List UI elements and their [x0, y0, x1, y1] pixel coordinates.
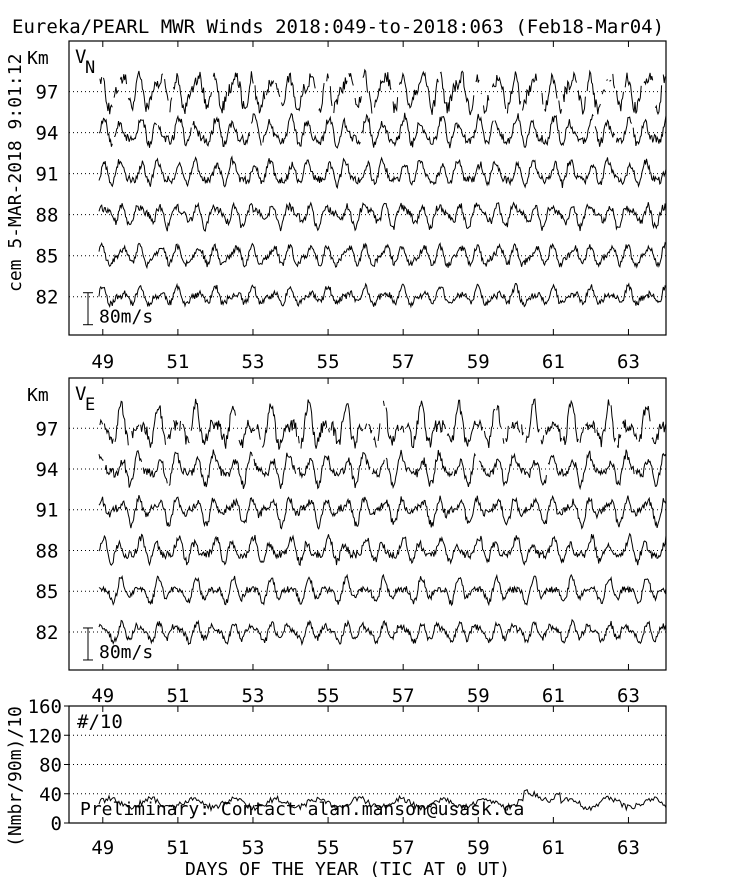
x-tick-label: 53 [241, 685, 265, 707]
wind-series-94km [99, 113, 666, 148]
wind-series-85km [99, 575, 666, 605]
panel-ve [27, 378, 666, 707]
y-axis-label: (Nmbr/90m)/10 [5, 706, 26, 847]
x-tick-label: 53 [241, 837, 265, 859]
y-tick-label: 82 [35, 286, 59, 309]
x-tick-label: 49 [91, 685, 115, 707]
x-tick-label: 59 [466, 837, 490, 859]
x-tick-label: 55 [316, 351, 340, 373]
panel-label: #/10 [77, 711, 123, 733]
y-tick-label: 120 [27, 725, 62, 748]
y-tick-label: 0 [50, 813, 62, 835]
x-tick-label: 55 [316, 837, 340, 859]
wind-series-85km [99, 243, 666, 268]
y-tick-label: 91 [35, 499, 59, 522]
panel-frame [69, 378, 666, 670]
wind-series-88km [99, 202, 666, 231]
x-tick-label: 61 [541, 837, 565, 859]
panel-label: V [75, 383, 87, 405]
x-tick-label: 53 [241, 351, 265, 373]
x-tick-label: 55 [316, 685, 340, 707]
y-tick-label: 94 [35, 458, 59, 481]
panel-label-subscript: E [85, 395, 96, 415]
wind-series-82km [99, 620, 666, 644]
panel-vn [27, 41, 666, 373]
y-unit-label: Km [27, 48, 49, 69]
y-tick-label: 97 [35, 81, 59, 104]
x-tick-label: 59 [466, 685, 490, 707]
y-unit-label: Km [27, 385, 49, 406]
x-tick-label: 57 [391, 837, 415, 859]
y-tick-label: 80 [39, 754, 62, 777]
y-tick-label: 88 [35, 204, 59, 227]
wind-series-88km [99, 534, 666, 565]
y-tick-label: 97 [35, 418, 59, 441]
x-tick-label: 63 [617, 837, 640, 859]
x-tick-label: 57 [391, 685, 415, 707]
wind-series-91km [99, 157, 666, 188]
wind-series-97km [100, 70, 665, 115]
x-tick-label: 61 [541, 351, 565, 373]
y-tick-label: 40 [39, 783, 62, 806]
wind-series-91km [99, 495, 666, 529]
x-tick-label: 59 [466, 351, 490, 373]
footer-note: Preliminary: Contact alan.manson@usask.ca [80, 799, 525, 820]
x-tick-label: 49 [91, 837, 115, 859]
y-tick-label: 85 [35, 581, 59, 604]
chart-panels [5, 41, 666, 859]
chart-title: Eureka/PEARL MWR Winds 2018:049-to-2018:063 (Feb18-Mar04) [12, 16, 665, 38]
panel-count [5, 696, 666, 859]
x-tick-label: 63 [617, 351, 640, 373]
panel-label: V [75, 46, 87, 68]
x-tick-label: 51 [166, 837, 190, 859]
x-tick-label: 63 [617, 685, 640, 707]
x-tick-label: 57 [391, 351, 415, 373]
wind-series-82km [99, 284, 666, 307]
y-tick-label: 82 [35, 621, 59, 644]
x-tick-label: 51 [166, 351, 190, 373]
y-tick-label: 91 [35, 163, 59, 186]
y-tick-label: 85 [35, 245, 59, 268]
x-tick-label: 51 [166, 685, 190, 707]
x-tick-label: 49 [91, 351, 115, 373]
scale-bar-label: 80m/s [99, 641, 154, 663]
wind-series-94km [99, 450, 666, 489]
y-tick-label: 94 [35, 122, 59, 145]
y-tick-label: 88 [35, 540, 59, 563]
panel-label-subscript: N [85, 58, 96, 78]
side-label: cem 5-MAR-2018 9:01:12 [5, 53, 26, 292]
wind-series-97km [100, 399, 666, 450]
y-tick-label: 160 [27, 696, 62, 718]
scale-bar-label: 80m/s [99, 306, 154, 328]
x-axis-label: DAYS OF THE YEAR (TIC AT 0 UT) [185, 859, 511, 877]
x-tick-label: 61 [541, 685, 565, 707]
